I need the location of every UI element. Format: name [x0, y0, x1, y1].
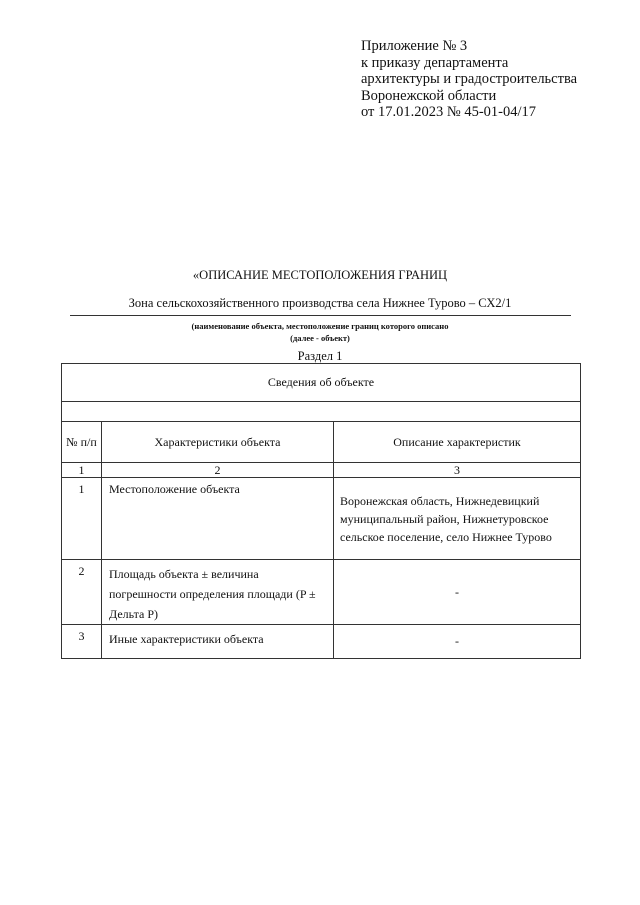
column-header-description: Описание характеристик	[334, 422, 581, 463]
object-name-caption	[0, 320, 640, 344]
column-number-row	[62, 463, 581, 478]
object-name: Зона сельскохозяйственного производства села Нижнее Турово – СХ2/1	[128, 296, 512, 310]
row-number: 3	[62, 625, 102, 659]
appendix-line: архитектуры и градостроительства	[361, 71, 578, 87]
appendix-line: Воронежской области	[361, 87, 497, 104]
row-characteristic: Иные характеристики объекта	[102, 625, 334, 659]
column-number: 2	[102, 463, 334, 478]
section-label: Раздел 1	[297, 349, 343, 363]
row-description: -	[334, 625, 581, 659]
appendix-line: Приложение № 3	[361, 38, 468, 54]
appendix-block	[361, 38, 631, 121]
column-header-row	[62, 422, 581, 463]
row-number: 2	[62, 560, 102, 625]
row-description: Воронежская область, Нижнедевицкий муниципальный район, Нижнетуровское сельское поселение, село Нижнее Турово	[334, 478, 581, 560]
caption-line: (наименование объекта, местоположение границ которого описано	[191, 321, 449, 331]
table-heading-row	[62, 364, 581, 402]
table-blank-row	[62, 402, 581, 422]
column-number: 1	[62, 463, 102, 478]
row-number: 1	[62, 478, 102, 560]
blank-cell	[62, 402, 581, 422]
object-info-table	[61, 363, 581, 659]
caption-line: (далее - объект)	[290, 333, 350, 343]
column-header-characteristics: Характеристики объекта	[102, 422, 334, 463]
column-number: 3	[334, 463, 581, 478]
appendix-line: к приказу департамента	[361, 54, 509, 71]
table-heading: Сведения об объекте	[62, 364, 581, 402]
table-row	[62, 560, 581, 625]
column-header-num: № п/п	[62, 422, 102, 463]
table-row	[62, 625, 581, 659]
row-characteristic: Площадь объекта ± величина погрешности определения площади (P ± Дельта P)	[102, 560, 334, 625]
row-description: -	[334, 560, 581, 625]
row-characteristic: Местоположение объекта	[102, 478, 334, 560]
table-row	[62, 478, 581, 560]
appendix-line: от 17.01.2023 № 45-01-04/17	[361, 104, 537, 120]
document-title: «ОПИСАНИЕ МЕСТОПОЛОЖЕНИЯ ГРАНИЦ	[192, 268, 448, 282]
name-underline	[70, 315, 571, 316]
